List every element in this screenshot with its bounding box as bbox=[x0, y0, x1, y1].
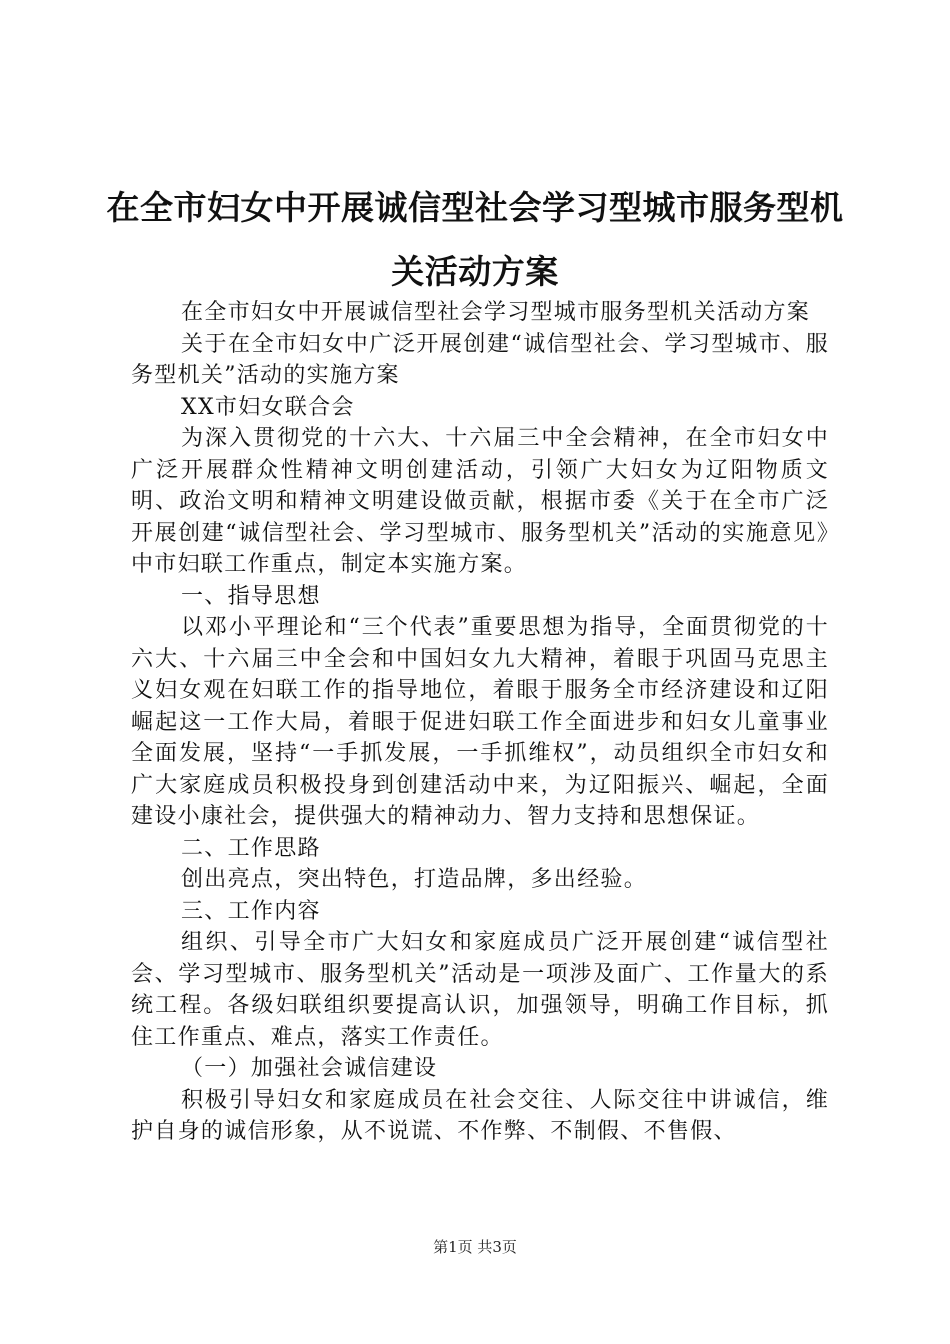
paragraph: 在全市妇女中开展诚信型社会学习型城市服务型机关活动方案 bbox=[181, 300, 811, 325]
section-heading: 二、工作思路 bbox=[181, 835, 321, 861]
paragraph: 以邓小平理论和“三个代表”重要思想为指导，全面贯彻党的十六大、十六届三中全会和中国妇女九大精神，着眼于巩固马克思主义妇女观在妇联工作的指导地位，着眼于服务全市经济建设和辽阳崛起这一工作大局，着眼于促进妇联工作全面进步和妇女儿童事业全面发展，坚持“一手抓发展，一手抓维权”，动员组织全市妇女和广大家庭成员积极投身到创建活动中来，为辽阳振兴、崛起，全面建设小康社会，提供强大的精神动力、智力支持和思想保证。 bbox=[131, 615, 829, 829]
paragraph: XX市妇女联合会 bbox=[181, 394, 355, 420]
paragraph: 创出亮点，突出特色，打造品牌，多出经验。 bbox=[181, 867, 648, 892]
document-title: 在全市妇女中开展诚信型社会学习型城市服务型机关活动方案 bbox=[106, 188, 844, 291]
section-heading: 三、工作内容 bbox=[181, 898, 321, 924]
paragraph: 组织、引导全市广大妇女和家庭成员广泛开展创建“诚信型社会、学习型城市、服务型机关”活动是一项涉及面广、工作量大的系统工程。各级妇联组织要提高认识，加强领导，明确工作目标，抓住工作重点、难点，落实工作责任。 bbox=[131, 930, 829, 1050]
page-number: 第1页 共3页 bbox=[433, 1238, 517, 1256]
document-body bbox=[131, 297, 829, 1148]
subsection-heading: （一）加强社会诚信建设 bbox=[181, 1056, 438, 1081]
paragraph: 积极引导妇女和家庭成员在社会交往、人际交往中讲诚信，维护自身的诚信形象，从不说谎、不作弊、不制假、不售假、 bbox=[131, 1087, 829, 1144]
paragraph: 关于在全市妇女中广泛开展创建“诚信型社会、学习型城市、服务型机关”活动的实施方案 bbox=[131, 331, 829, 388]
paragraph: 为深入贯彻党的十六大、十六届三中全会精神，在全市妇女中广泛开展群众性精神文明创建活动，引领广大妇女为辽阳物质文明、政治文明和精神文明建设做贡献，根据市委《关于在全市广泛开展创建“诚信型社会、学习型城市、服务型机关”活动的实施意见》中市妇联工作重点，制定本实施方案。 bbox=[131, 426, 829, 577]
section-heading: 一、指导思想 bbox=[181, 583, 321, 609]
